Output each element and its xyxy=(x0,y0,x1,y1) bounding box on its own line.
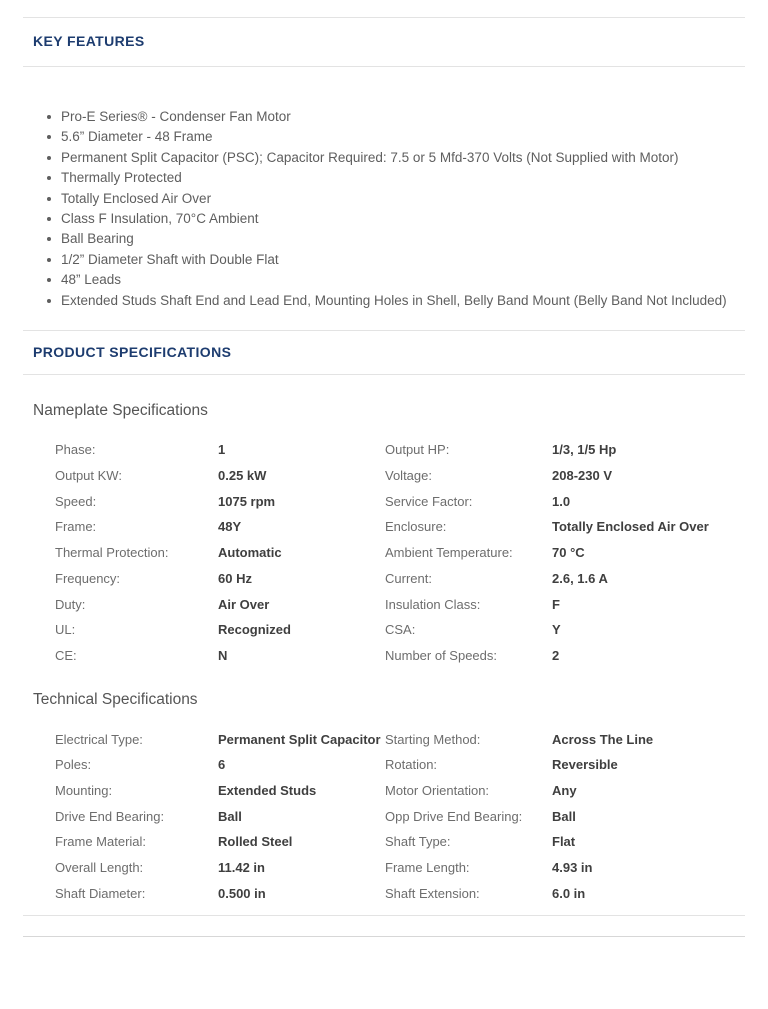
spec-label: Duty: xyxy=(55,596,86,612)
spec-value: 48Y xyxy=(218,519,242,535)
feature-item: Class F Insulation, 70°C Ambient xyxy=(0,209,744,229)
spec-label: Enclosure: xyxy=(385,519,447,535)
spec-label: Output HP: xyxy=(385,442,450,458)
feature-item: Pro-E Series® - Condenser Fan Motor xyxy=(0,107,744,127)
feature-item: Permanent Split Capacitor (PSC); Capacitor Required: 7.5 or 5 Mfd-370 Volts (Not Supplied with Motor) xyxy=(0,148,744,168)
spec-value: 0.25 kW xyxy=(218,468,267,484)
spec-label: Frame Material: xyxy=(55,834,147,850)
spec-value: 1.0 xyxy=(552,493,571,509)
spec-row xyxy=(55,855,745,881)
spec-value: F xyxy=(552,596,560,612)
spec-value: 1 xyxy=(218,442,226,458)
spec-row xyxy=(55,488,745,514)
spec-row xyxy=(55,591,745,617)
spec-label: Motor Orientation: xyxy=(385,782,490,798)
spec-value: Ball xyxy=(218,808,242,824)
spec-value: Permanent Split Capacitor xyxy=(218,731,381,747)
spec-value: Extended Studs xyxy=(218,782,317,798)
spec-label: Poles: xyxy=(55,757,92,773)
spec-label: Current: xyxy=(385,570,432,586)
spec-label: Overall Length: xyxy=(55,860,144,876)
spec-row xyxy=(55,463,745,489)
spec-value: Rolled Steel xyxy=(218,834,293,850)
spec-label: Rotation: xyxy=(385,757,438,773)
spec-value: 1/3, 1/5 Hp xyxy=(552,442,617,458)
spec-value: 11.42 in xyxy=(218,860,265,876)
feature-item: Extended Studs Shaft End and Lead End, Mounting Holes in Shell, Belly Band Mount (Belly Band Not Included) xyxy=(0,291,744,311)
divider xyxy=(23,936,745,937)
spec-label: Number of Speeds: xyxy=(385,647,498,663)
spec-label: Mounting: xyxy=(55,782,113,798)
key-features-list xyxy=(0,107,744,311)
spec-label: Output KW: xyxy=(55,468,122,484)
spec-row xyxy=(55,880,745,906)
spec-value: Ball xyxy=(552,808,576,824)
divider xyxy=(23,66,745,67)
spec-label: Frame: xyxy=(55,519,97,535)
spec-value: N xyxy=(218,647,228,663)
spec-value: 6 xyxy=(218,757,226,773)
spec-value: Recognized xyxy=(218,622,291,638)
spec-label: Insulation Class: xyxy=(385,596,481,612)
spec-label: UL: xyxy=(55,622,76,638)
product-specifications-heading: PRODUCT SPECIFICATIONS xyxy=(33,344,232,361)
spec-label: Shaft Extension: xyxy=(385,885,480,901)
spec-row xyxy=(55,778,745,804)
feature-item: 1/2” Diameter Shaft with Double Flat xyxy=(0,250,744,270)
feature-item: Ball Bearing xyxy=(0,229,744,249)
spec-row xyxy=(55,803,745,829)
spec-row xyxy=(55,829,745,855)
spec-group-title: Nameplate Specifications xyxy=(33,402,208,420)
spec-value: 6.0 in xyxy=(552,885,586,901)
spec-row xyxy=(55,437,745,463)
spec-label: Starting Method: xyxy=(385,731,481,747)
divider xyxy=(23,374,745,375)
spec-value: 2.6, 1.6 A xyxy=(552,570,608,586)
spec-row xyxy=(55,643,745,669)
spec-value: Flat xyxy=(552,834,576,850)
feature-item: 48” Leads xyxy=(0,270,744,290)
spec-value: 0.500 in xyxy=(218,885,266,901)
spec-value: Any xyxy=(552,782,577,798)
spec-table xyxy=(55,726,745,906)
spec-table xyxy=(55,437,745,668)
spec-value: 60 Hz xyxy=(218,570,252,586)
spec-label: Frame Length: xyxy=(385,860,470,876)
spec-label: Service Factor: xyxy=(385,493,473,509)
spec-row xyxy=(55,617,745,643)
spec-label: Electrical Type: xyxy=(55,731,143,747)
spec-row xyxy=(55,566,745,592)
product-detail-page xyxy=(0,17,768,1009)
spec-label: Shaft Diameter: xyxy=(55,885,146,901)
spec-value: Totally Enclosed Air Over xyxy=(552,519,709,535)
key-features-heading: KEY FEATURES xyxy=(33,33,145,49)
spec-value: Reversible xyxy=(552,757,618,773)
spec-group-technical xyxy=(0,690,768,906)
spec-label: Drive End Bearing: xyxy=(55,808,165,824)
spec-value: 70 °C xyxy=(552,545,585,561)
spec-label: Shaft Type: xyxy=(385,834,451,850)
spec-row xyxy=(55,752,745,778)
spec-label: CE: xyxy=(55,647,77,663)
feature-item: Thermally Protected xyxy=(0,168,744,188)
spec-value: Across The Line xyxy=(552,731,654,747)
spec-value: 1075 rpm xyxy=(218,493,276,509)
spec-group-title: Technical Specifications xyxy=(33,691,198,709)
spec-row xyxy=(55,726,745,752)
spec-label: Ambient Temperature: xyxy=(385,545,513,561)
spec-row xyxy=(55,514,745,540)
feature-item: 5.6” Diameter - 48 Frame xyxy=(0,127,744,147)
spec-label: Opp Drive End Bearing: xyxy=(385,808,523,824)
spec-label: Frequency: xyxy=(55,570,121,586)
spec-label: Thermal Protection: xyxy=(55,545,169,561)
spec-value: 4.93 in xyxy=(552,860,593,876)
spec-value: Automatic xyxy=(218,545,282,561)
spec-value: Air Over xyxy=(218,596,270,612)
spec-value: 208-230 V xyxy=(552,468,612,484)
spec-label: CSA: xyxy=(385,622,416,638)
spec-label: Speed: xyxy=(55,493,97,509)
spec-value: Y xyxy=(552,622,561,638)
spec-label: Voltage: xyxy=(385,468,432,484)
spec-row xyxy=(55,540,745,566)
spec-label: Phase: xyxy=(55,442,96,458)
feature-item: Totally Enclosed Air Over xyxy=(0,189,744,209)
divider xyxy=(23,915,745,916)
spec-group-nameplate xyxy=(0,401,768,668)
spec-value: 2 xyxy=(552,647,560,663)
